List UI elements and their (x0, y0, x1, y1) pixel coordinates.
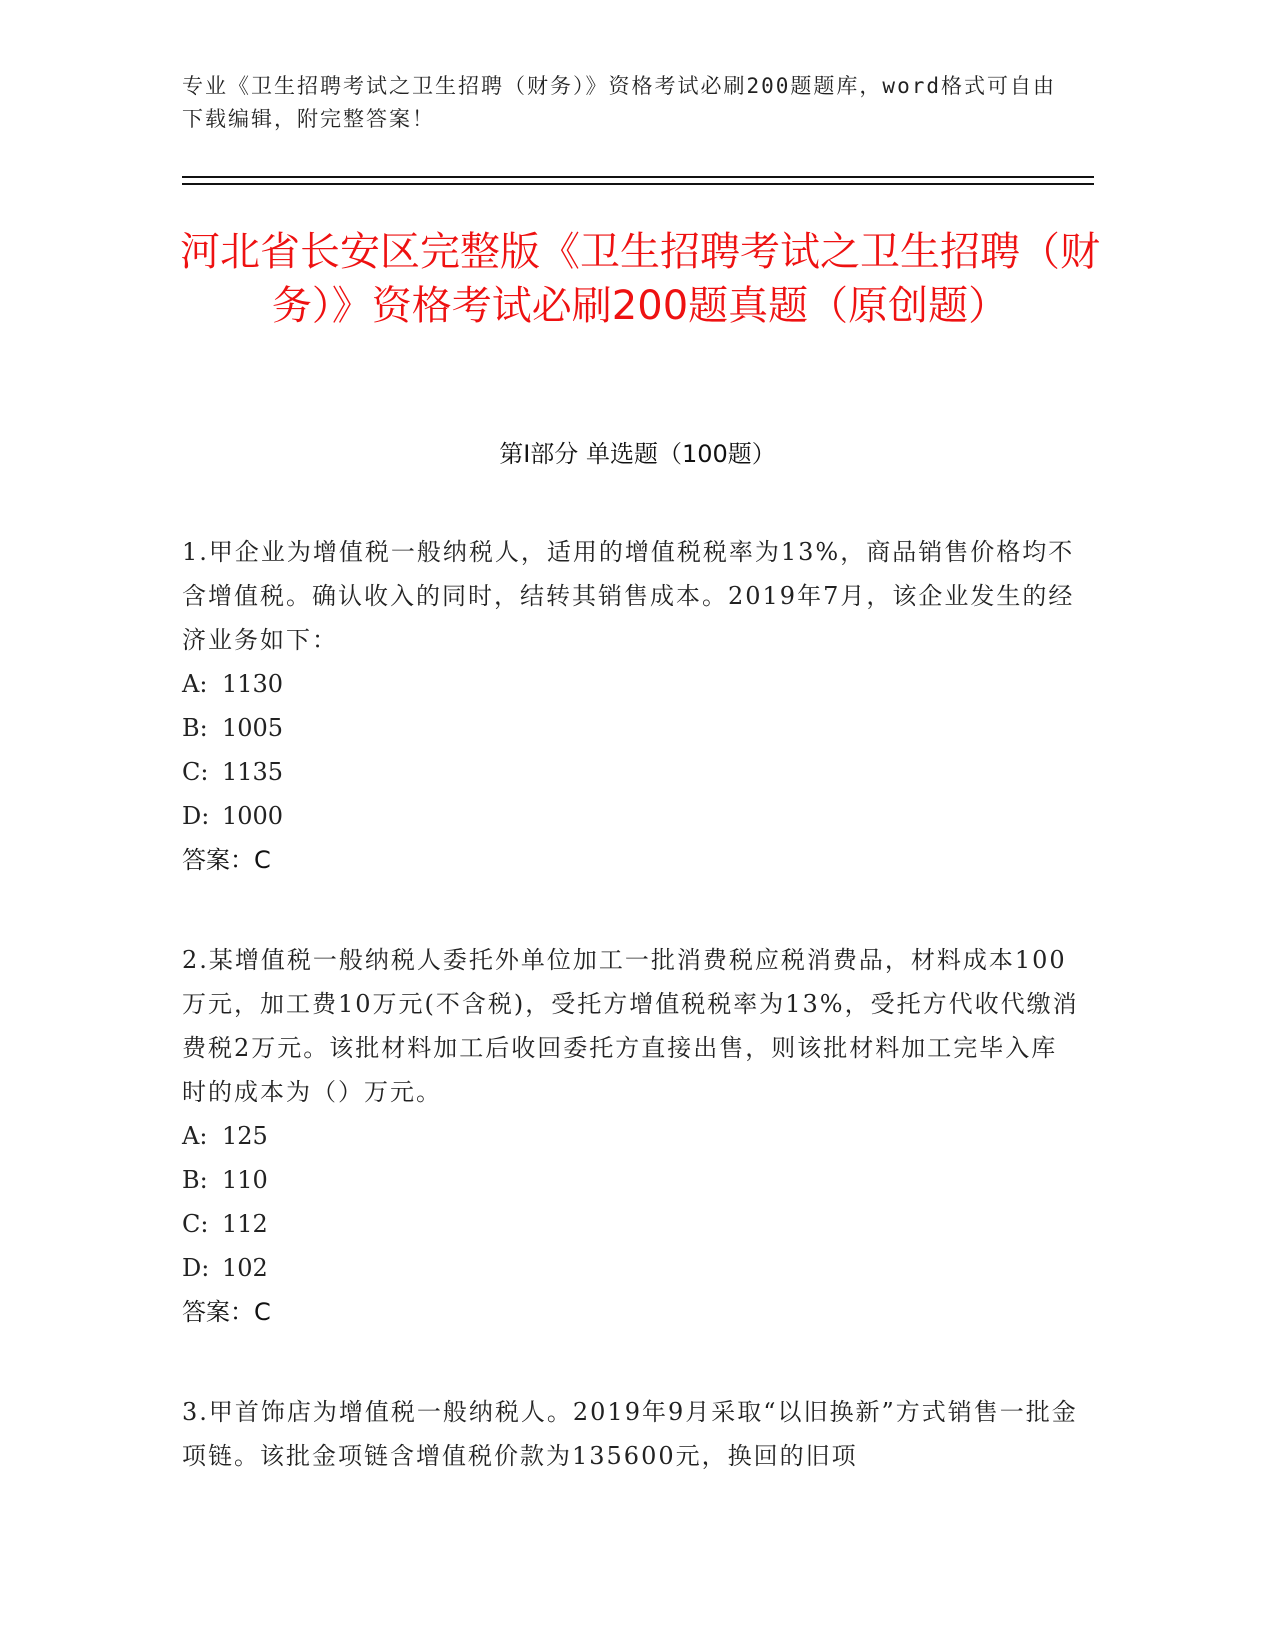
option-a (182, 662, 1082, 706)
option-value: 102 (222, 1254, 268, 1282)
option-key: D: (182, 802, 210, 830)
document-title: 河北省长安区完整版《卫生招聘考试之卫生招聘（财务）》资格考试必刷200题真题（原创题） (180, 229, 1100, 329)
option-key: B: (182, 1166, 208, 1194)
option-key: D: (182, 1254, 210, 1282)
header-divider-top (182, 176, 1094, 178)
option-value: 1005 (222, 714, 284, 742)
answer-label: 答案：C (182, 1298, 271, 1326)
answer-label: 答案：C (182, 846, 271, 874)
option-c (182, 1202, 1082, 1246)
option-value: 1135 (222, 758, 284, 786)
option-c (182, 750, 1082, 794)
option-key: A: (182, 1122, 208, 1150)
option-a (182, 1114, 1082, 1158)
option-value: 112 (222, 1210, 268, 1238)
question-stem: 3.甲首饰店为增值税一般纳税人。2019年9月采取“以旧换新”方式销售一批金项链。该批金项链含增值税价款为135600元，换回的旧项 (182, 1398, 1078, 1470)
question-2 (182, 938, 1082, 1334)
option-value: 1130 (222, 670, 284, 698)
option-key: B: (182, 714, 208, 742)
question-3 (182, 1390, 1082, 1478)
option-b (182, 1158, 1082, 1202)
option-key: C: (182, 1210, 209, 1238)
option-key: A: (182, 670, 208, 698)
option-d (182, 1246, 1082, 1290)
header-note: 专业《卫生招聘考试之卫生招聘（财务）》资格考试必刷200题题库，word格式可自由下载编辑，附完整答案！ (182, 74, 1056, 131)
option-key: C: (182, 758, 209, 786)
header-divider-bottom (182, 183, 1094, 185)
option-d (182, 794, 1082, 838)
option-value: 110 (222, 1166, 268, 1194)
option-b (182, 706, 1082, 750)
question-1 (182, 530, 1082, 882)
section-title: 第Ⅰ部分 单选题（100题） (499, 440, 776, 468)
question-stem: 2.某增值税一般纳税人委托外单位加工一批消费税应税消费品，材料成本100万元，加工费10万元(不含税)，受托方增值税税率为13%，受托方代收代缴消费税2万元。该批材料加工后收回委托方直接出售，则该批材料加工完毕入库时的成本为（）万元。 (182, 946, 1079, 1106)
question-stem: 1.甲企业为增值税一般纳税人，适用的增值税税率为13%，商品销售价格均不含增值税。确认收入的同时，结转其销售成本。2019年7月，该企业发生的经济业务如下： (182, 538, 1075, 654)
option-value: 1000 (222, 802, 284, 830)
option-value: 125 (222, 1122, 268, 1150)
